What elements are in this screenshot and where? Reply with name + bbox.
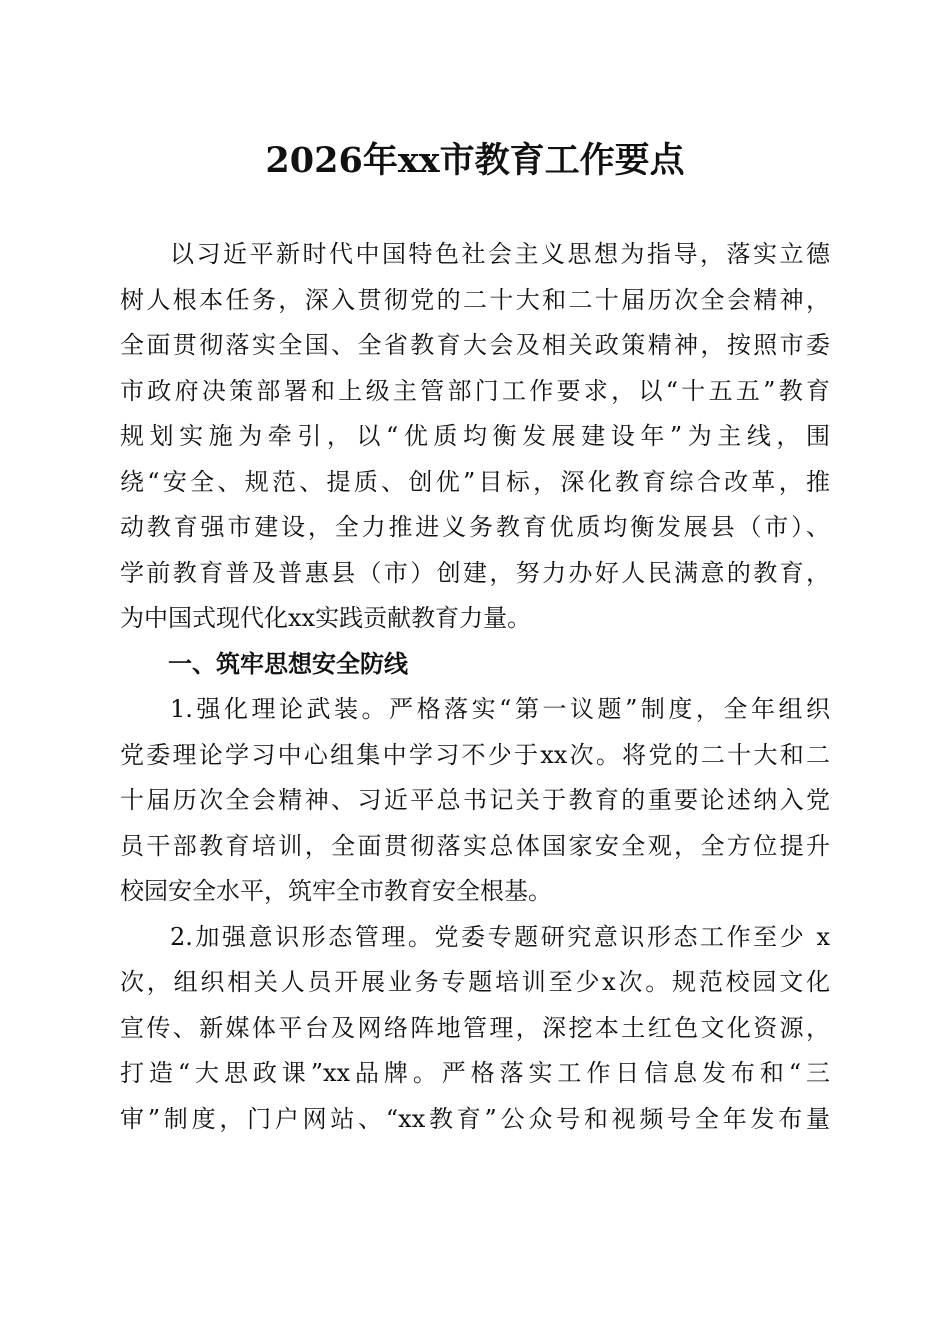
document-body (120, 232, 830, 1142)
paragraph-line: 校园安全水平，筑牢全市教育安全根基。 (120, 877, 552, 905)
section-heading: 一、筑牢思想安全防线 (168, 649, 408, 678)
paragraph-line: 审”制度，门户网站、“xx教育”公众号和视频号全年发布量 (120, 1104, 830, 1133)
paragraph-line: 学前教育普及普惠县（市）创建，努力办好人民满意的教育， (120, 558, 830, 587)
paragraph-line: 1.强化理论武装。严格落实“第一议题”制度，全年组织 (170, 695, 830, 723)
paragraph-line: 员干部教育培训，全面贯彻落实总体国家安全观，全方位提升 (120, 831, 830, 860)
paragraph-line: 以习近平新时代中国特色社会主义思想为指导，落实立德 (170, 240, 830, 268)
paragraph-line: 打造“大思政课”xx品牌。严格落实工作日信息发布和“三 (120, 1059, 830, 1087)
item-1-paragraph (120, 687, 830, 915)
item-2-paragraph (120, 915, 830, 1143)
paragraph-line: 动教育强市建设，全力推进义务教育优质均衡发展县（市）、 (120, 513, 830, 541)
paragraph-line: 市政府决策部署和上级主管部门工作要求，以“十五五”教育 (120, 376, 830, 405)
paragraph-line: 树人根本任务，深入贯彻党的二十大和二十届历次全会精神， (120, 285, 830, 314)
paragraph-line: 全面贯彻落实全国、全省教育大会及相关政策精神，按照市委 (120, 331, 830, 359)
paragraph-line: 宣传、新媒体平台及网络阵地管理，深挖本土红色文化资源， (120, 1013, 830, 1042)
paragraph-line: 2.加强意识形态管理。党委专题研究意识形态工作至少 x (170, 922, 830, 951)
paragraph-line: 十届历次全会精神、习近平总书记关于教育的重要论述纳入党 (120, 786, 830, 814)
intro-paragraph (120, 232, 830, 642)
paragraph-line: 规划实施为牵引，以“优质均衡发展建设年”为主线，围 (120, 422, 830, 450)
paragraph-line: 为中国式现代化xx实践贡献教育力量。 (120, 604, 532, 632)
paragraph-line: 次，组织相关人员开展业务专题培训至少x次。规范校园文化 (120, 968, 830, 996)
paragraph-line: 绕“安全、规范、提质、创优”目标，深化教育综合改革，推 (120, 467, 830, 496)
paragraph-line: 党委理论学习中心组集中学习不少于xx次。将党的二十大和二 (120, 740, 830, 769)
page-title: 2026年xx市教育工作要点 (265, 140, 685, 181)
